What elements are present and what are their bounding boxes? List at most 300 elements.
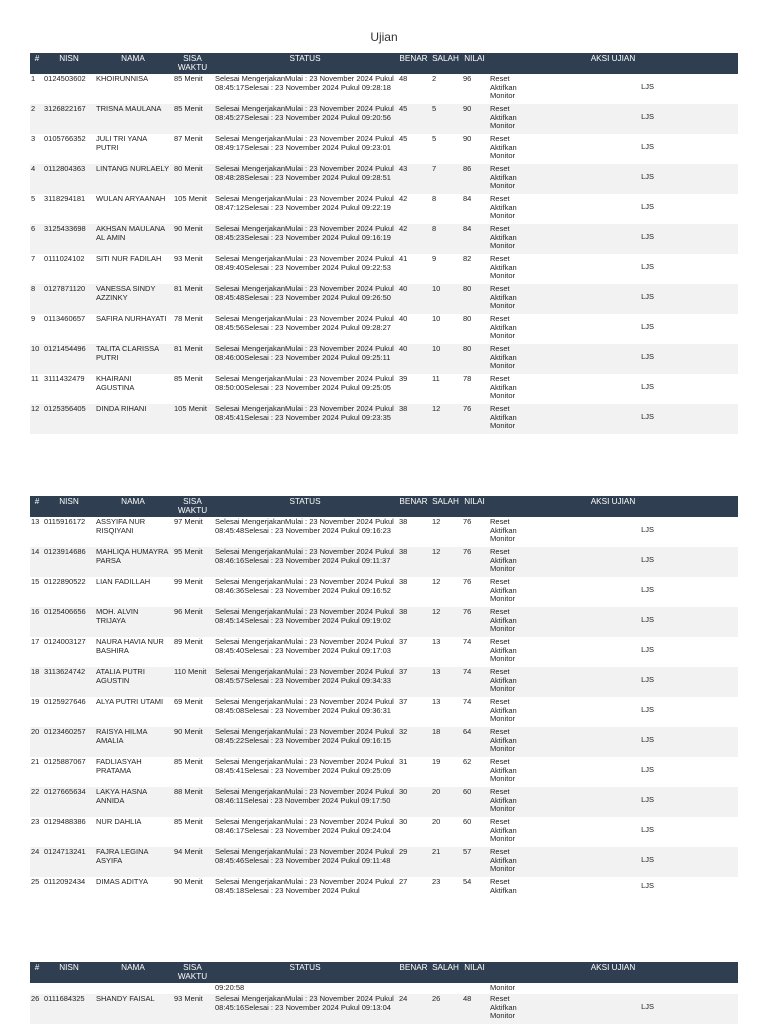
cell-nisn: 0124003127 [44, 637, 94, 667]
cell-salah: 10 [430, 344, 461, 374]
reset-button[interactable]: Reset [490, 194, 510, 203]
cell-salah: 10 [430, 284, 461, 314]
aksi-buttons [488, 757, 548, 784]
cell-aksi-ujian [488, 667, 738, 697]
cell-nama: TRISNA MAULANA [94, 104, 172, 134]
cell-aksi-ujian [488, 607, 738, 637]
ljs-link[interactable]: LJS [641, 555, 654, 565]
cell-sisa-waktu: 85 Menit [172, 374, 213, 404]
monitor-button[interactable]: Monitor [490, 594, 516, 604]
header-nilai: NILAI [461, 53, 488, 74]
table-row [30, 74, 738, 104]
ljs-link[interactable]: LJS [641, 262, 654, 272]
cell-status: Selesai MengerjakanMulai : 23 November 2024 Pukul 08:45:16Selesai : 23 November 2024 Pukul 09:13:04 [213, 994, 397, 1024]
cell-nama: RAISYA HILMA AMALIA [94, 727, 172, 757]
cell-nilai: 76 [461, 404, 488, 434]
cell-aksi-ujian [488, 284, 738, 314]
cell-status: Selesai MengerjakanMulai : 23 November 2024 Pukul 08:45:48Selesai : 23 November 2024 Pukul 09:26:50 [213, 284, 397, 314]
aktifkan-button[interactable]: Aktifkan [490, 615, 517, 625]
cell-benar: 27 [397, 877, 430, 907]
cell-benar: 24 [397, 994, 430, 1024]
cell-status: Selesai MengerjakanMulai : 23 November 2024 Pukul 08:46:16Selesai : 23 November 2024 Pukul 09:11:37 [213, 547, 397, 577]
ljs-link[interactable]: LJS [641, 172, 654, 182]
aktifkan-button[interactable]: Aktifkan [490, 765, 517, 775]
cell-nama: NUR DAHLIA [94, 817, 172, 847]
cell-nisn: 0112092434 [44, 877, 94, 907]
ljs-link[interactable]: LJS [641, 412, 654, 422]
cell-sisa-waktu: 110 Menit [172, 667, 213, 697]
cell-nisn: 3111432479 [44, 374, 94, 404]
cell-benar: 29 [397, 847, 430, 877]
aksi-buttons [488, 404, 548, 431]
aktifkan-button[interactable]: Aktifkan [490, 645, 517, 655]
cell-nama: SHANDY FAISAL [94, 994, 172, 1024]
monitor-button[interactable]: Monitor [490, 271, 516, 281]
monitor-button[interactable]: Monitor [490, 91, 516, 101]
ljs-link[interactable]: LJS [641, 765, 654, 775]
ljs-link[interactable]: LJS [641, 82, 654, 92]
table-row [30, 547, 738, 577]
cell-nama: LIAN FADILLAH [94, 577, 172, 607]
cell-status-continued: 09:20:58 [213, 983, 397, 994]
reset-button[interactable]: Reset [490, 517, 510, 526]
cell-nisn: 3118294181 [44, 194, 94, 224]
aktifkan-button[interactable]: Aktifkan [490, 262, 517, 272]
cell-nama: SITI NUR FADILAH [94, 254, 172, 284]
cell-sisa-waktu: 105 Menit [172, 194, 213, 224]
cell-nilai: 82 [461, 254, 488, 284]
aksi-buttons [488, 877, 548, 895]
cell-no: 18 [30, 667, 44, 697]
cell-nama: FADLIASYAH PRATAMA [94, 757, 172, 787]
cell-nama: DIMAS ADITYA [94, 877, 172, 907]
cell-nama: DINDA RIHANI [94, 404, 172, 434]
table-row [30, 224, 738, 254]
ljs-link[interactable]: LJS [641, 825, 654, 835]
table-row [30, 194, 738, 224]
header-benar: BENAR [397, 962, 430, 983]
cell-benar: 40 [397, 344, 430, 374]
results-table-page-2 [30, 496, 738, 907]
cell-nisn: 0123460257 [44, 727, 94, 757]
monitor-button[interactable]: Monitor [490, 744, 516, 754]
ljs-link[interactable]: LJS [641, 705, 654, 715]
cell-nilai: 76 [461, 607, 488, 637]
monitor-button[interactable]: Monitor [490, 804, 516, 814]
cell-nisn: 0127871120 [44, 284, 94, 314]
ljs-link[interactable]: LJS [641, 735, 654, 745]
cell-no: 9 [30, 314, 44, 344]
cell-salah: 9 [430, 254, 461, 284]
cell-nilai: 74 [461, 697, 488, 727]
ljs-link[interactable]: LJS [641, 232, 654, 242]
aktifkan-button[interactable]: Aktifkan [490, 525, 517, 535]
aktifkan-button[interactable]: Aktifkan [490, 705, 517, 715]
aktifkan-button[interactable]: Aktifkan [490, 352, 517, 362]
table-row [30, 877, 738, 907]
monitor-button[interactable]: Monitor [490, 864, 516, 874]
header-status: STATUS [213, 53, 397, 74]
monitor-button[interactable]: Monitor [490, 534, 516, 544]
cell-aksi-ujian [488, 787, 738, 817]
cell-nilai: 54 [461, 877, 488, 907]
aksi-buttons [488, 577, 548, 604]
header-sisa-waktu [172, 962, 213, 983]
cell-nisn: 0115916172 [44, 517, 94, 547]
aksi-buttons [488, 284, 548, 311]
results-table-page-3 [30, 962, 738, 1024]
cell-aksi-ujian [488, 404, 738, 434]
ljs-link[interactable]: LJS [641, 615, 654, 625]
aktifkan-button[interactable]: Aktifkan [490, 232, 517, 242]
cell-no: 8 [30, 284, 44, 314]
reset-button[interactable]: Reset [490, 757, 510, 766]
cell-nisn: 0125887067 [44, 757, 94, 787]
header-status: STATUS [213, 962, 397, 983]
cell-status: Selesai MengerjakanMulai : 23 November 2024 Pukul 08:45:22Selesai : 23 November 2024 Pukul 09:16:15 [213, 727, 397, 757]
cell-aksi-ujian [488, 517, 738, 547]
table-row [30, 697, 738, 727]
cell-salah: 12 [430, 577, 461, 607]
reset-button[interactable]: Reset [490, 404, 510, 413]
cell-status: Selesai MengerjakanMulai : 23 November 2024 Pukul 08:45:23Selesai : 23 November 2024 Pukul 09:16:19 [213, 224, 397, 254]
cell-nama: MOH. ALVIN TRIJAYA [94, 607, 172, 637]
reset-button[interactable]: Reset [490, 284, 510, 293]
cell-sisa-waktu: 99 Menit [172, 577, 213, 607]
cell-no: 11 [30, 374, 44, 404]
cell-sisa-waktu: 80 Menit [172, 164, 213, 194]
header-aksi-ujian [488, 496, 738, 517]
header-nama: NAMA [94, 53, 172, 74]
cell-no: 26 [30, 994, 44, 1024]
results-table-page-1 [30, 53, 738, 434]
reset-button[interactable]: Reset [490, 547, 510, 556]
cell-nama: FAJRA LEGINA ASYIFA [94, 847, 172, 877]
cell-no: 23 [30, 817, 44, 847]
table-header-row [30, 53, 738, 74]
aksi-buttons [488, 314, 548, 341]
header-nisn: NISN [44, 496, 94, 517]
cell-aksi-ujian [488, 104, 738, 134]
aktifkan-button[interactable]: Aktifkan [490, 735, 517, 745]
cell-benar: 45 [397, 104, 430, 134]
cell-no: 21 [30, 757, 44, 787]
cell-nama: AKHSAN MAULANA AL AMIN [94, 224, 172, 254]
reset-button[interactable]: Reset [490, 817, 510, 826]
monitor-button[interactable]: Monitor [490, 151, 516, 161]
cell-status: Selesai MengerjakanMulai : 23 November 2024 Pukul 08:45:08Selesai : 23 November 2024 Pukul 09:36:31 [213, 697, 397, 727]
monitor-button[interactable]: Monitor [490, 361, 516, 371]
monitor-button[interactable]: Monitor [490, 774, 516, 784]
monitor-button[interactable]: Monitor [490, 181, 516, 191]
ljs-link[interactable]: LJS [641, 1002, 654, 1012]
ljs-link[interactable]: LJS [641, 525, 654, 535]
ljs-link[interactable]: LJS [641, 795, 654, 805]
reset-button[interactable]: Reset [490, 314, 510, 323]
cell-no: 5 [30, 194, 44, 224]
cell-nama: MAHLIQA HUMAYRA PARSA [94, 547, 172, 577]
aktifkan-button[interactable]: Aktifkan [490, 885, 517, 895]
aktifkan-button[interactable]: Aktifkan [490, 172, 517, 182]
cell-status: Selesai MengerjakanMulai : 23 November 2024 Pukul 08:45:17Selesai : 23 November 2024 Pukul 09:28:18 [213, 74, 397, 104]
cell-salah: 18 [430, 727, 461, 757]
cell-benar: 43 [397, 164, 430, 194]
reset-button[interactable]: Reset [490, 164, 510, 173]
cell-salah: 23 [430, 877, 461, 907]
cell-status: Selesai MengerjakanMulai : 23 November 2024 Pukul 08:45:40Selesai : 23 November 2024 Pukul 09:17:03 [213, 637, 397, 667]
cell-nilai: 48 [461, 994, 488, 1024]
reset-button[interactable]: Reset [490, 847, 510, 856]
ljs-link[interactable]: LJS [641, 202, 654, 212]
monitor-button[interactable]: Monitor [490, 684, 516, 694]
reset-button[interactable]: Reset [490, 697, 510, 706]
cell-no: 13 [30, 517, 44, 547]
aktifkan-button[interactable]: Aktifkan [490, 825, 517, 835]
table-header-row [30, 962, 738, 983]
cell-salah: 13 [430, 667, 461, 697]
cell-benar: 42 [397, 224, 430, 254]
reset-button[interactable]: Reset [490, 374, 510, 383]
reset-button[interactable]: Reset [490, 667, 510, 676]
cell-nisn: 0125356405 [44, 404, 94, 434]
cell-salah: 20 [430, 817, 461, 847]
cell-benar: 31 [397, 757, 430, 787]
cell-no: 4 [30, 164, 44, 194]
cell-nama: TALITA CLARISSA PUTRI [94, 344, 172, 374]
cell-nama: NAURA HAVIA NUR BASHIRA [94, 637, 172, 667]
aksi-buttons [488, 637, 548, 664]
cell-nama: WULAN ARYAANAH [94, 194, 172, 224]
aktifkan-button[interactable]: Aktifkan [490, 382, 517, 392]
aksi-buttons [488, 547, 548, 574]
aksi-buttons [488, 374, 548, 401]
reset-button[interactable]: Reset [490, 787, 510, 796]
reset-button[interactable]: Reset [490, 607, 510, 616]
reset-button[interactable]: Reset [490, 104, 510, 113]
cell-benar: 42 [397, 194, 430, 224]
cell-salah: 11 [430, 374, 461, 404]
cell-no: 24 [30, 847, 44, 877]
monitor-button[interactable]: Monitor [488, 983, 738, 994]
cell-status: Selesai MengerjakanMulai : 23 November 2024 Pukul 08:45:46Selesai : 23 November 2024 Pukul 09:11:48 [213, 847, 397, 877]
monitor-button[interactable]: Monitor [490, 834, 516, 844]
cell-benar: 37 [397, 667, 430, 697]
header-sisa-waktu [172, 53, 213, 74]
aksi-buttons [488, 134, 548, 161]
table-row-continued [30, 983, 738, 994]
table-row [30, 164, 738, 194]
header-nisn: NISN [44, 962, 94, 983]
header-salah: SALAH [430, 962, 461, 983]
aksi-buttons [488, 817, 548, 844]
table-header-row [30, 496, 738, 517]
aktifkan-button[interactable]: Aktifkan [490, 1002, 517, 1012]
cell-sisa-waktu: 97 Menit [172, 517, 213, 547]
header-nisn: NISN [44, 53, 94, 74]
cell-nilai: 57 [461, 847, 488, 877]
aktifkan-button[interactable]: Aktifkan [490, 795, 517, 805]
cell-sisa-waktu: 90 Menit [172, 877, 213, 907]
cell-nilai: 86 [461, 164, 488, 194]
aksi-buttons [488, 74, 548, 101]
aktifkan-button[interactable]: Aktifkan [490, 292, 517, 302]
aksi-buttons [488, 104, 548, 131]
ljs-link[interactable]: LJS [641, 292, 654, 302]
monitor-button[interactable]: Monitor [490, 121, 516, 131]
cell-no: 1 [30, 74, 44, 104]
aktifkan-button[interactable]: Aktifkan [490, 82, 517, 92]
reset-button[interactable]: Reset [490, 994, 510, 1003]
table-row [30, 607, 738, 637]
cell-salah: 8 [430, 194, 461, 224]
ljs-link[interactable]: LJS [641, 352, 654, 362]
reset-button[interactable]: Reset [490, 74, 510, 83]
ljs-link[interactable]: LJS [641, 585, 654, 595]
monitor-button[interactable]: Monitor [490, 714, 516, 724]
cell-status: Selesai MengerjakanMulai : 23 November 2024 Pukul 08:45:14Selesai : 23 November 2024 Pukul 09:19:02 [213, 607, 397, 637]
reset-button[interactable]: Reset [490, 637, 510, 646]
table-row [30, 314, 738, 344]
monitor-button[interactable]: Monitor [490, 331, 516, 341]
cell-status: Selesai MengerjakanMulai : 23 November 2024 Pukul 08:45:57Selesai : 23 November 2024 Pukul 09:34:33 [213, 667, 397, 697]
aksi-buttons [488, 787, 548, 814]
aktifkan-button[interactable]: Aktifkan [490, 855, 517, 865]
cell-nisn: 0125406656 [44, 607, 94, 637]
reset-button[interactable]: Reset [490, 224, 510, 233]
ljs-link[interactable]: LJS [641, 142, 654, 152]
cell-nama: ALYA PUTRI UTAMI [94, 697, 172, 727]
cell-no: 6 [30, 224, 44, 254]
cell-nisn: 0129488386 [44, 817, 94, 847]
cell-nisn: 3113624742 [44, 667, 94, 697]
header-sisa-waktu [172, 496, 213, 517]
cell-nisn: 0111024102 [44, 254, 94, 284]
table-row [30, 254, 738, 284]
cell-sisa-waktu: 85 Menit [172, 104, 213, 134]
cell-salah: 5 [430, 104, 461, 134]
cell-no: 7 [30, 254, 44, 284]
header-sisa-line1: SISA [183, 497, 202, 506]
monitor-button[interactable]: Monitor [490, 564, 516, 574]
cell-no: 14 [30, 547, 44, 577]
ljs-link[interactable]: LJS [641, 382, 654, 392]
cell-status: Selesai MengerjakanMulai : 23 November 2024 Pukul 08:46:11Selesai : 23 November 2024 Pukul 09:17:50 [213, 787, 397, 817]
monitor-button[interactable]: Monitor [490, 624, 516, 634]
cell-benar: 30 [397, 817, 430, 847]
reset-button[interactable]: Reset [490, 254, 510, 263]
cell-salah: 8 [430, 224, 461, 254]
cell-sisa-waktu: 95 Menit [172, 547, 213, 577]
cell-benar: 38 [397, 577, 430, 607]
cell-status: Selesai MengerjakanMulai : 23 November 2024 Pukul 08:45:56Selesai : 23 November 2024 Pukul 09:28:27 [213, 314, 397, 344]
aktifkan-button[interactable]: Aktifkan [490, 555, 517, 565]
cell-aksi-ujian [488, 374, 738, 404]
monitor-button[interactable]: Monitor [490, 241, 516, 251]
cell-nilai: 84 [461, 194, 488, 224]
cell-nama: SAFIRA NURHAYATI [94, 314, 172, 344]
cell-sisa-waktu: 69 Menit [172, 697, 213, 727]
header-nama: NAMA [94, 962, 172, 983]
cell-status: Selesai MengerjakanMulai : 23 November 2024 Pukul 08:49:40Selesai : 23 November 2024 Pukul 09:22:53 [213, 254, 397, 284]
aktifkan-button[interactable]: Aktifkan [490, 142, 517, 152]
aktifkan-button[interactable]: Aktifkan [490, 412, 517, 422]
cell-no: 25 [30, 877, 44, 907]
ljs-link[interactable]: LJS [641, 322, 654, 332]
aktifkan-button[interactable]: Aktifkan [490, 202, 517, 212]
cell-sisa-waktu: 87 Menit [172, 134, 213, 164]
monitor-button[interactable]: Monitor [490, 654, 516, 664]
cell-salah: 12 [430, 517, 461, 547]
cell-salah: 7 [430, 164, 461, 194]
monitor-button[interactable]: Monitor [490, 421, 516, 431]
cell-salah: 20 [430, 787, 461, 817]
cell-sisa-waktu: 78 Menit [172, 314, 213, 344]
cell-salah: 13 [430, 697, 461, 727]
reset-button[interactable]: Reset [490, 577, 510, 586]
aktifkan-button[interactable]: Aktifkan [490, 585, 517, 595]
ljs-link[interactable]: LJS [641, 880, 654, 890]
cell-aksi-ujian [488, 134, 738, 164]
ljs-link[interactable]: LJS [641, 112, 654, 122]
cell-nama: ASSYIFA NUR RISQIYANI [94, 517, 172, 547]
cell-sisa-waktu: 89 Menit [172, 637, 213, 667]
monitor-button[interactable]: Monitor [490, 1011, 516, 1021]
header-sisa-line1: SISA [183, 963, 202, 972]
table-row [30, 284, 738, 314]
monitor-button[interactable]: Monitor [490, 301, 516, 311]
cell-benar: 48 [397, 74, 430, 104]
cell-salah: 19 [430, 757, 461, 787]
cell-sisa-waktu: 85 Menit [172, 817, 213, 847]
cell-status: Selesai MengerjakanMulai : 23 November 2024 Pukul 08:45:18Selesai : 23 November 2024 Pukul [213, 877, 397, 907]
header-aksi-ujian [488, 962, 738, 983]
monitor-button[interactable]: Monitor [490, 211, 516, 221]
cell-nisn: 0124503602 [44, 74, 94, 104]
header-nilai: NILAI [461, 962, 488, 983]
cell-aksi-ujian [488, 74, 738, 104]
cell-salah: 12 [430, 404, 461, 434]
aktifkan-button[interactable]: Aktifkan [490, 112, 517, 122]
ljs-link[interactable]: LJS [641, 645, 654, 655]
cell-benar: 39 [397, 374, 430, 404]
aktifkan-button[interactable]: Aktifkan [490, 675, 517, 685]
table-row [30, 577, 738, 607]
header-sisa-line1: SISA [183, 54, 202, 63]
reset-button[interactable]: Reset [490, 877, 510, 886]
cell-benar: 40 [397, 314, 430, 344]
cell-status: Selesai MengerjakanMulai : 23 November 2024 Pukul 08:45:48Selesai : 23 November 2024 Pukul 09:16:23 [213, 517, 397, 547]
reset-button[interactable]: Reset [490, 727, 510, 736]
cell-nilai: 60 [461, 817, 488, 847]
aksi-buttons [488, 254, 548, 281]
cell-sisa-waktu: 81 Menit [172, 344, 213, 374]
ljs-link[interactable]: LJS [641, 855, 654, 865]
ljs-link[interactable]: LJS [641, 675, 654, 685]
header-status: STATUS [213, 496, 397, 517]
monitor-button[interactable]: Monitor [490, 391, 516, 401]
cell-sisa-waktu: 90 Menit [172, 224, 213, 254]
reset-button[interactable]: Reset [490, 134, 510, 143]
cell-nilai: 60 [461, 787, 488, 817]
cell-sisa-waktu: 81 Menit [172, 284, 213, 314]
header-no: # [30, 962, 44, 983]
header-benar: BENAR [397, 53, 430, 74]
table-row [30, 817, 738, 847]
aktifkan-button[interactable]: Aktifkan [490, 322, 517, 332]
cell-salah: 12 [430, 607, 461, 637]
reset-button[interactable]: Reset [490, 344, 510, 353]
cell-nisn: 0112804363 [44, 164, 94, 194]
